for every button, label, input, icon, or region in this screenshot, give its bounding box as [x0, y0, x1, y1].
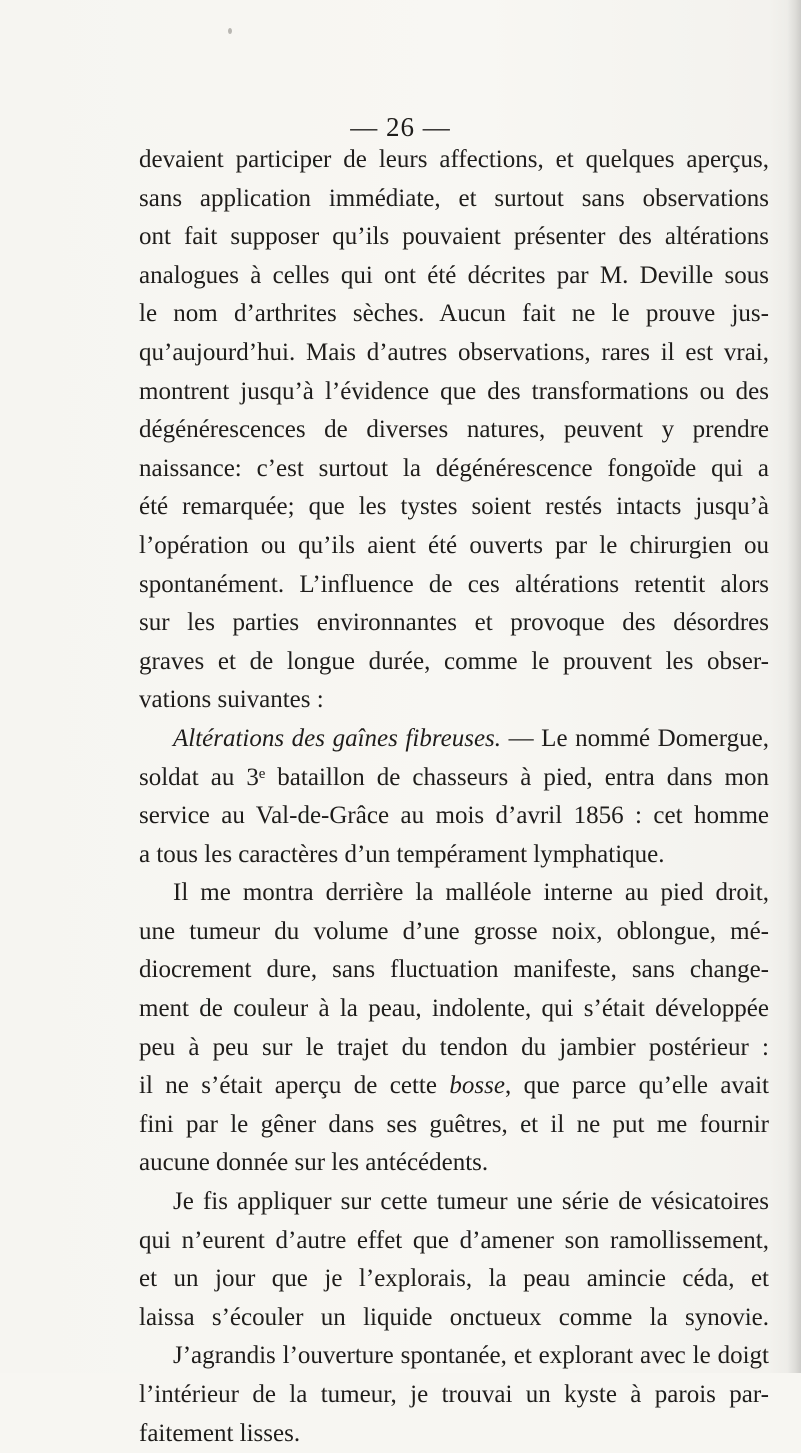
text-line: diocrement dure, sans fluctuation manifeste, sans change-	[139, 956, 769, 984]
text-line: Je fis appliquer sur cette tumeur une série de vésicatoires	[173, 1188, 769, 1216]
text-line: analogues à celles qui ont été décrites par M. Deville sous	[139, 261, 769, 289]
text-line: vations suivantes :	[139, 686, 324, 714]
text-line: ont fait supposer qu’ils pouvaient présenter des altérations	[139, 223, 769, 251]
body-text	[139, 141, 769, 1453]
text-line: soldat au 3ᵉ bataillon de chasseurs à pied, entra dans mon	[139, 763, 769, 791]
italic-word: bosse	[449, 1072, 505, 1100]
text-line: montrent jusqu’à l’évidence que des transformations ou des	[139, 377, 769, 405]
text-line: Il me montra derrière la malléole interne au pied droit,	[173, 879, 769, 907]
line-text: , que parce qu’elle avait	[504, 1072, 769, 1100]
text-line: été remarquée; que les tystes soient restés intacts jusqu’à	[139, 493, 769, 521]
text-line: le nom d’arthrites sèches. Aucun fait ne le prouve jus-	[139, 300, 769, 328]
text-line: ment de couleur à la peau, indolente, qui s’était développée	[139, 995, 769, 1023]
text-line: qui n’eurent d’autre effet que d’amener son ramollissement,	[139, 1226, 769, 1254]
text-line: une tumeur du volume d’une grosse noix, oblongue, mé-	[139, 917, 769, 945]
text-line: graves et de longue durée, comme le prouvent les obser-	[139, 647, 769, 675]
text-line: a tous les caractères d’un tempérament lymphatique.	[139, 840, 665, 868]
text-line: l’intérieur de la tumeur, je trouvai un kyste à parois par-	[139, 1381, 769, 1408]
text-line: spontanément. L’influence de ces altérations retentit alors	[139, 570, 769, 598]
text-line: faitement lisses.	[139, 1419, 301, 1447]
text-line: aucune donnée sur les antécédents.	[139, 1149, 489, 1177]
text-line: fini par le gêner dans ses guêtres, et il ne put me fournir	[139, 1110, 769, 1138]
text-line: et un jour que je l’explorais, la peau amincie céda, et	[139, 1265, 769, 1293]
text-line: dégénérescences de diverses natures, peuvent y prendre	[139, 416, 769, 444]
text-line: laissa s’écouler un liquide onctueux comme la synovie.	[139, 1303, 769, 1331]
text-line: devaient participer de leurs affections, et quelques aperçus,	[139, 146, 769, 173]
line-text: — Le nommé Domergue,	[501, 724, 769, 752]
text-line: service au Val-de-Grâce au mois d’avril 1856 : cet homme	[139, 802, 769, 830]
text-line: l’opération ou qu’ils aient été ouverts par le chirurgien ou	[139, 531, 769, 559]
page-edge-shadow	[787, 0, 801, 1373]
text-line: qu’aujourd’hui. Mais d’autres observations, rares il est vrai,	[139, 338, 769, 366]
page-number: — 26 —	[350, 112, 451, 142]
text-line	[139, 720, 769, 759]
text-line: naissance: c’est surtout la dégénérescence fongoïde qui a	[139, 454, 769, 482]
italic-heading: Altérations des gaînes fibreuses.	[173, 724, 502, 752]
text-line: sur les parties environnantes et provoque des désordres	[139, 609, 769, 637]
paper-speck	[228, 28, 232, 34]
text-line: sans application immédiate, et surtout sans observations	[139, 184, 769, 212]
text-line	[139, 1067, 769, 1106]
text-line: peu à peu sur le trajet du tendon du jambier postérieur :	[139, 1033, 769, 1061]
text-line: J’agrandis l’ouverture spontanée, et explorant avec le doigt	[173, 1342, 769, 1370]
line-text: il ne s’était aperçu de cette	[139, 1072, 450, 1100]
